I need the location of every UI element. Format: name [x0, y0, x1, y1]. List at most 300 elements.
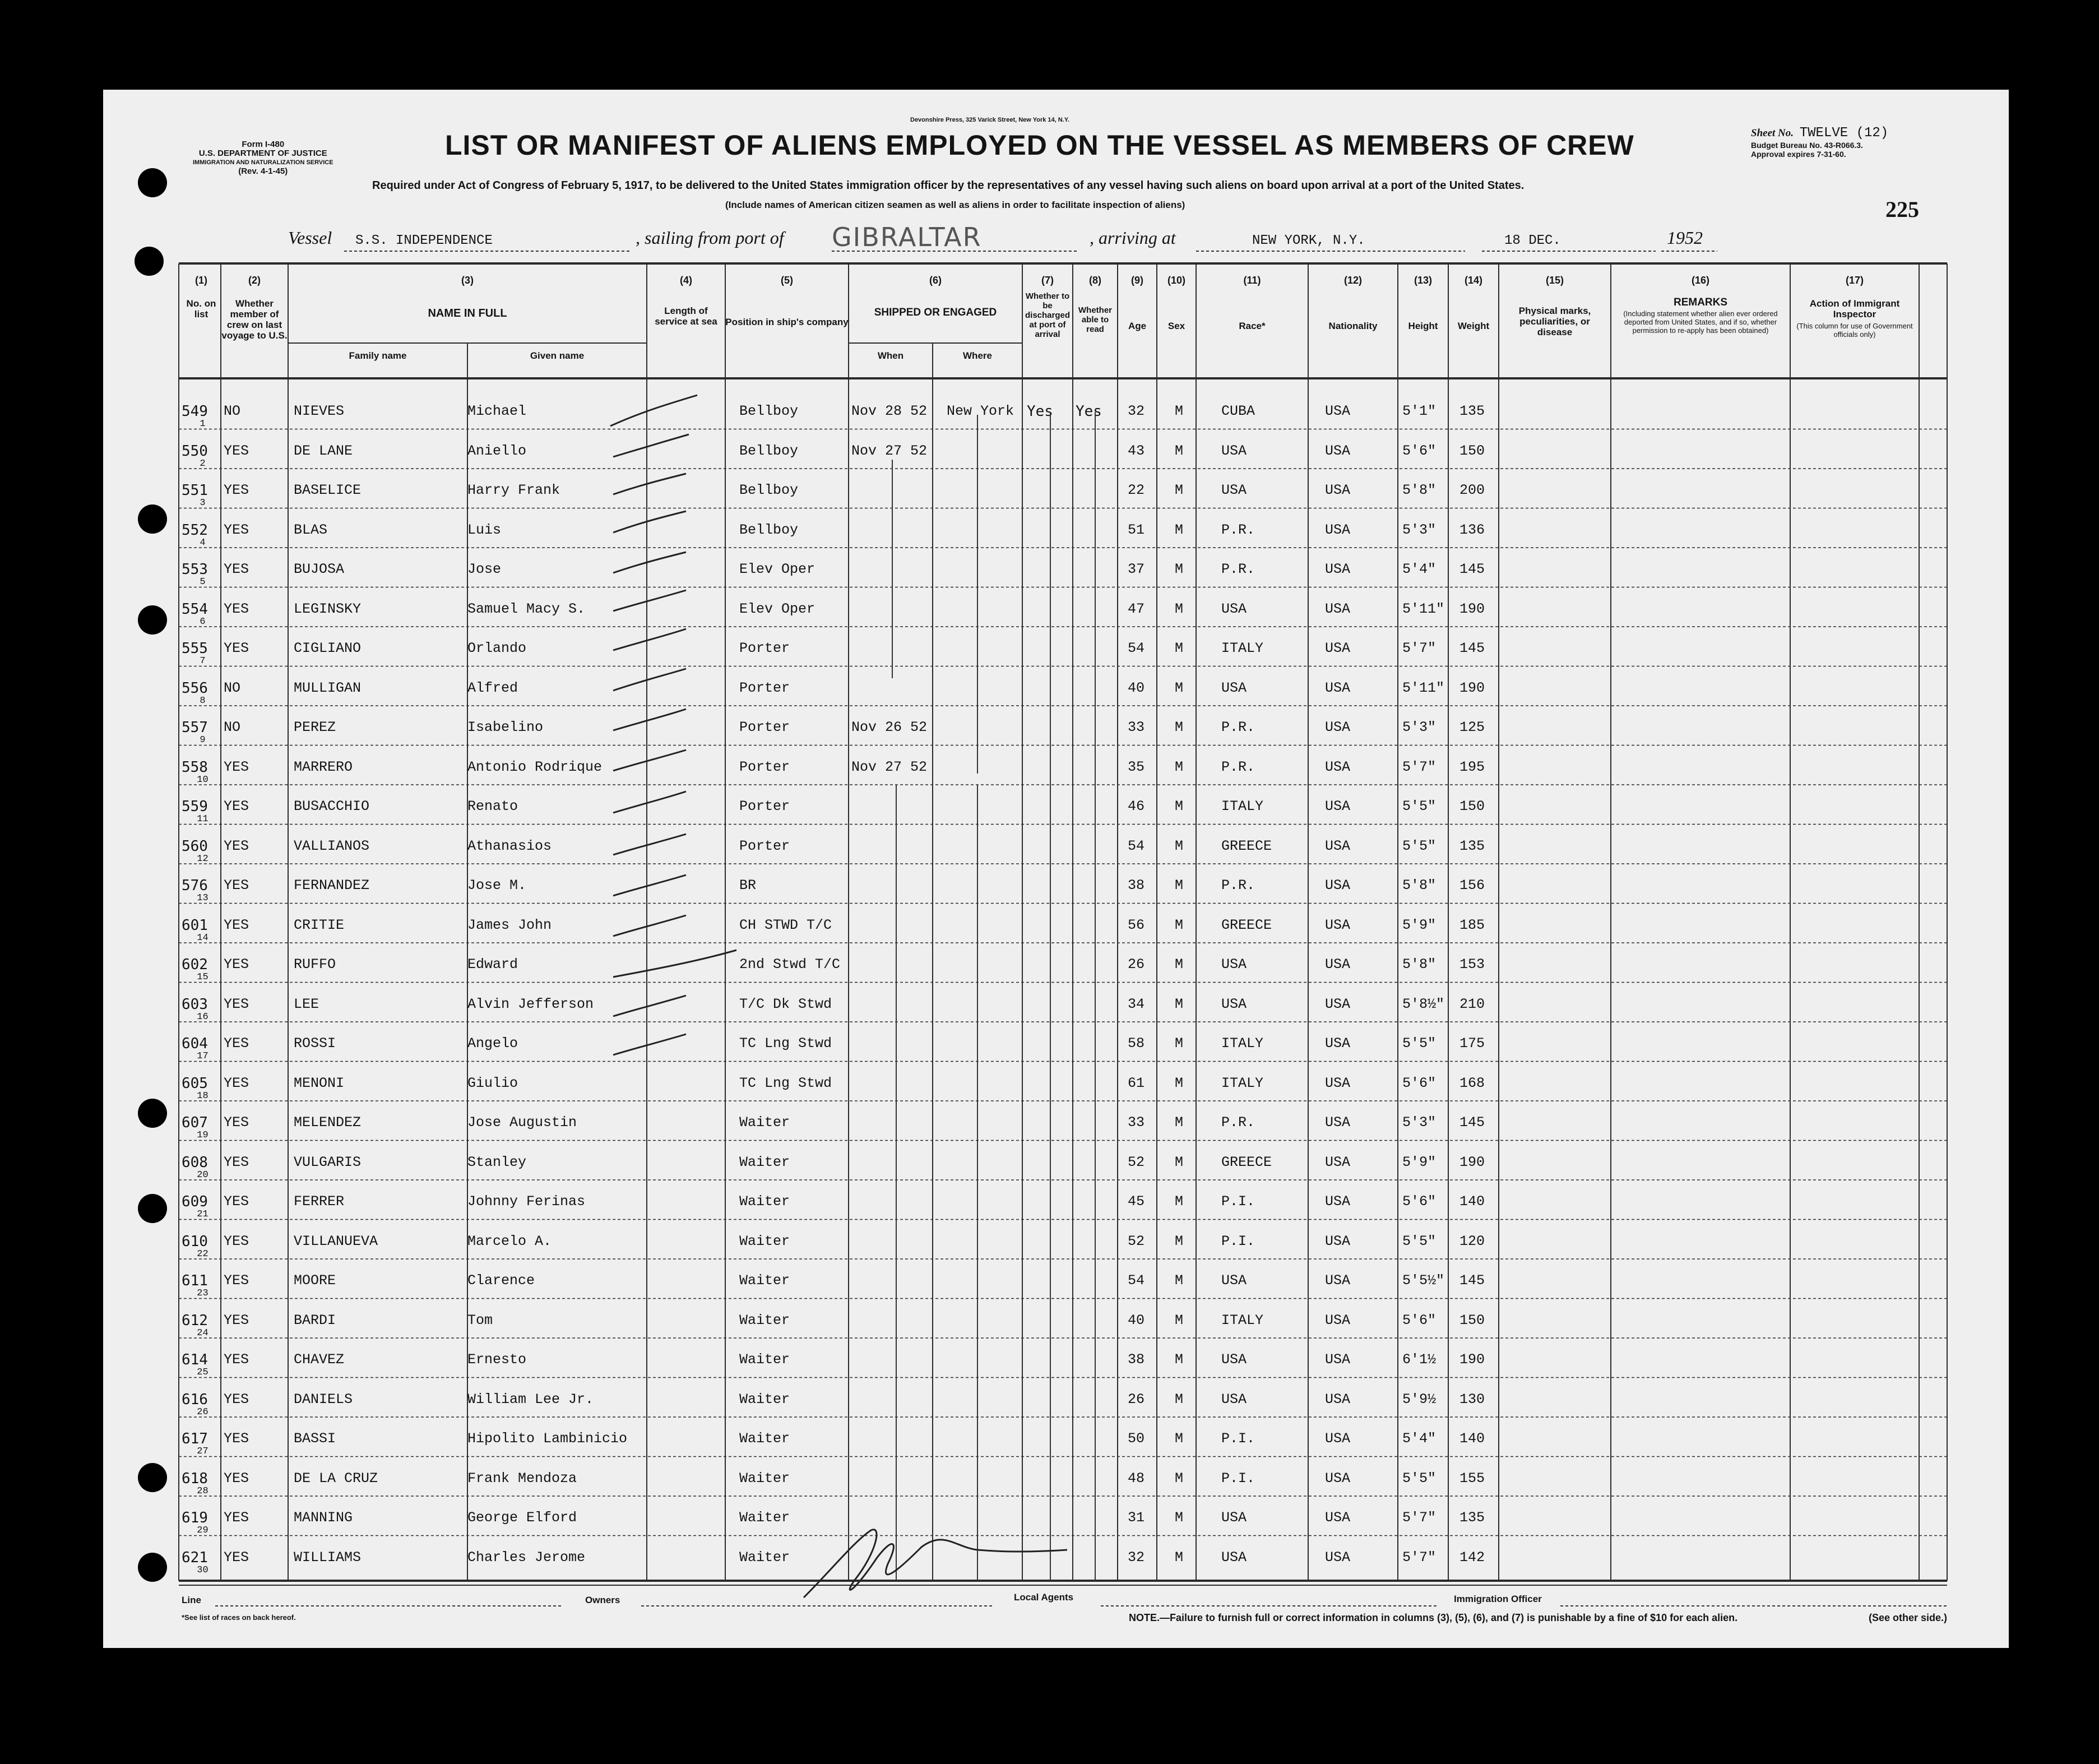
col-inspector-action: Action of Immigrant Inspector	[1809, 298, 1900, 320]
binder-hole	[138, 1463, 167, 1492]
cell-age: 54	[1128, 837, 1145, 854]
cell-sex: M	[1175, 916, 1184, 933]
footer-agents-label: Local Agents	[1014, 1592, 1074, 1603]
col-family-name: Family name	[349, 350, 407, 361]
cell-sex: M	[1175, 956, 1184, 973]
col-weight: Weight	[1457, 321, 1490, 331]
cell-age: 43	[1128, 442, 1145, 459]
cell-sex: M	[1175, 996, 1184, 1012]
cell-given-name: Tom	[467, 1312, 493, 1328]
cell-race: ITALY	[1221, 1075, 1264, 1091]
cell-race: USA	[1221, 996, 1247, 1012]
cell-age: 35	[1128, 758, 1145, 775]
col-physical-marks: Physical marks, peculiarities, or disease	[1518, 305, 1591, 337]
cell-height: 5'9½	[1402, 1391, 1437, 1408]
cell-weight: 168	[1459, 1075, 1485, 1091]
cell-age: 47	[1128, 600, 1145, 617]
cell-prev-voyage: YES	[224, 1312, 249, 1328]
footer-races-note: *See list of races on back hereof.	[182, 1613, 296, 1622]
cell-age: 32	[1128, 403, 1145, 419]
cell-sex: M	[1175, 640, 1184, 656]
cell-position: CH STWD T/C	[739, 916, 832, 933]
col-num-13: (13)	[1414, 275, 1432, 286]
cell-position: Porter	[739, 640, 790, 656]
cell-nationality: USA	[1325, 916, 1351, 933]
cell-line-number: 23	[197, 1288, 208, 1299]
form-subtitle: Required under Act of Congress of February 5, 1917, to be delivered to the United States immigration officer by the representatives of any vessel having such aliens on board upon arrival at a port of the United States.	[372, 179, 1525, 192]
cell-weight: 145	[1459, 561, 1485, 577]
cell-family-name: MANNING	[294, 1510, 353, 1526]
cell-height: 5'8½"	[1402, 996, 1445, 1012]
cell-line-number: 15	[197, 972, 208, 983]
cell-given-name: Hipolito Lambinicio	[467, 1430, 628, 1447]
cell-nationality: USA	[1325, 521, 1351, 538]
cell-nationality: USA	[1325, 1272, 1351, 1289]
cell-prev-voyage: YES	[224, 1430, 249, 1447]
cell-prev-voyage: YES	[224, 1351, 249, 1368]
cell-sex: M	[1175, 1470, 1184, 1487]
col-remarks: REMARKS	[1673, 297, 1728, 308]
cell-nationality: USA	[1325, 679, 1351, 696]
cell-num-on-list: 556	[182, 679, 208, 697]
cell-sex: M	[1175, 1233, 1184, 1249]
cell-age: 40	[1128, 679, 1145, 696]
cell-family-name: DE LANE	[294, 442, 353, 459]
col-age: Age	[1128, 321, 1147, 331]
cell-line-number: 27	[197, 1446, 208, 1457]
cell-num-on-list: 552	[182, 521, 208, 539]
cell-prev-voyage: YES	[224, 1035, 249, 1052]
arrival-date: 18 DEC.	[1504, 233, 1561, 248]
cell-height: 5'5"	[1402, 1035, 1437, 1052]
cell-sex: M	[1175, 600, 1184, 617]
cell-age: 51	[1128, 521, 1145, 538]
col-name-in-full: NAME IN FULL	[428, 307, 507, 320]
cell-race: ITALY	[1221, 1035, 1264, 1052]
binder-hole	[138, 1099, 167, 1128]
cell-age: 52	[1128, 1154, 1145, 1170]
cell-sex: M	[1175, 1075, 1184, 1091]
cell-weight: 135	[1459, 837, 1485, 854]
cell-family-name: NIEVES	[294, 403, 345, 419]
cell-sex: M	[1175, 521, 1184, 538]
cell-family-name: MOORE	[294, 1272, 336, 1289]
cell-position: Elev Oper	[739, 561, 815, 577]
footer-officer-label: Immigration Officer	[1454, 1594, 1542, 1604]
cell-race: USA	[1221, 1510, 1247, 1526]
cell-given-name: Samuel Macy S.	[467, 600, 586, 617]
manifest-page	[103, 90, 2009, 1648]
cell-position: Waiter	[739, 1233, 790, 1249]
cell-line-number: 22	[197, 1248, 208, 1260]
cell-position: Bellboy	[739, 482, 799, 498]
col-remarks-note: (Including statement whether alien ever ordered deported from United States, and if so, whether permission to re-apply has been obtained)	[1623, 309, 1778, 335]
cell-age: 46	[1128, 798, 1145, 814]
cell-num-on-list: 610	[182, 1233, 208, 1250]
cell-num-on-list: 576	[182, 877, 208, 894]
cell-line-number: 1	[200, 419, 206, 429]
cell-height: 5'6"	[1402, 1075, 1437, 1091]
cell-line-number: 9	[200, 735, 206, 746]
cell-nationality: USA	[1325, 1154, 1351, 1170]
ditto-lines	[892, 412, 1095, 1581]
cell-height: 5'5"	[1402, 837, 1437, 854]
cell-line-number: 19	[197, 1130, 208, 1141]
col-no-on-list: No. on list	[186, 298, 216, 320]
cell-num-on-list: 608	[182, 1154, 208, 1171]
cell-height: 5'4"	[1402, 1430, 1437, 1447]
cell-num-on-list: 619	[182, 1510, 208, 1526]
cell-race: USA	[1221, 600, 1247, 617]
cell-num-on-list: 603	[182, 996, 208, 1013]
cell-given-name: Harry Frank	[467, 482, 560, 498]
binder-hole	[138, 1553, 167, 1582]
cell-age: 31	[1128, 1510, 1145, 1526]
cell-age: 45	[1128, 1193, 1145, 1210]
cell-weight: 190	[1459, 679, 1485, 696]
cell-nationality: USA	[1325, 719, 1351, 735]
cell-race: GREECE	[1221, 837, 1272, 854]
cell-sex: M	[1175, 1193, 1184, 1210]
cell-line-number: 21	[197, 1209, 208, 1220]
cell-given-name: Alfred	[467, 679, 518, 696]
cell-line-number: 25	[197, 1367, 208, 1378]
cell-family-name: PEREZ	[294, 719, 336, 735]
cell-race: P.R.	[1221, 877, 1255, 893]
cell-position: Waiter	[739, 1312, 790, 1328]
cell-race: P.R.	[1221, 758, 1255, 775]
cell-num-on-list: 609	[182, 1193, 208, 1210]
cell-nationality: USA	[1325, 482, 1351, 498]
col-when: When	[877, 350, 904, 361]
budget-bureau: Budget Bureau No. 43-R066.3.	[1751, 141, 1863, 150]
revision: (Rev. 4-1-45)	[238, 166, 288, 176]
col-shipped-engaged: SHIPPED OR ENGAGED	[874, 307, 997, 318]
col-num-2: (2)	[248, 275, 261, 286]
cell-position: Waiter	[739, 1272, 790, 1289]
cell-height: 5'8"	[1402, 956, 1437, 973]
cell-age: 37	[1128, 561, 1145, 577]
cell-family-name: VALLIANOS	[294, 837, 370, 854]
col-where: Where	[963, 350, 992, 361]
cell-race: P.I.	[1221, 1470, 1255, 1487]
service: IMMIGRATION AND NATURALIZATION SERVICE	[193, 159, 333, 166]
cell-nationality: USA	[1325, 996, 1351, 1012]
cell-age: 50	[1128, 1430, 1145, 1447]
printer-line: Devonshire Press, 325 Varick Street, New York 14, N.Y.	[910, 117, 1069, 123]
cell-weight: 156	[1459, 877, 1485, 893]
cell-given-name: Luis	[467, 521, 502, 538]
cell-weight: 185	[1459, 916, 1485, 933]
cell-line-number: 24	[197, 1327, 208, 1339]
cell-prev-voyage: YES	[224, 1272, 249, 1289]
cell-position: Waiter	[739, 1154, 790, 1170]
cell-num-on-list: 607	[182, 1114, 208, 1131]
binder-hole	[138, 168, 167, 197]
col-inspector-note: (This column for use of Government officials only)	[1796, 322, 1913, 339]
cell-sex: M	[1175, 877, 1184, 893]
cell-able-to-read: Yes	[1076, 403, 1102, 420]
cell-position: Porter	[739, 837, 790, 854]
cell-prev-voyage: YES	[224, 1193, 249, 1210]
cell-weight: 150	[1459, 798, 1485, 814]
cell-age: 33	[1128, 719, 1145, 735]
cell-age: 33	[1128, 1114, 1145, 1131]
cell-prev-voyage: YES	[224, 442, 249, 459]
cell-family-name: CIGLIANO	[294, 640, 362, 656]
cell-age: 61	[1128, 1075, 1145, 1091]
cell-sex: M	[1175, 403, 1184, 419]
cell-nationality: USA	[1325, 1351, 1351, 1368]
cell-line-number: 29	[197, 1525, 208, 1536]
cell-race: GREECE	[1221, 916, 1272, 933]
cell-sex: M	[1175, 758, 1184, 775]
form-title: LIST OR MANIFEST OF ALIENS EMPLOYED ON THE VESSEL AS MEMBERS OF CREW	[445, 129, 1634, 161]
cell-line-number: 20	[197, 1169, 208, 1180]
handwritten-marks	[103, 90, 2009, 1648]
cell-weight: 140	[1459, 1193, 1485, 1210]
cell-sex: M	[1175, 442, 1184, 459]
footer-line-label: Line	[182, 1595, 201, 1605]
cell-num-on-list: 550	[182, 442, 208, 460]
cell-race: P.I.	[1221, 1193, 1255, 1210]
cell-position: BR	[739, 877, 757, 893]
cell-family-name: BLAS	[294, 521, 328, 538]
cell-height: 5'5"	[1402, 1233, 1437, 1249]
col-num-1: (1)	[195, 275, 207, 286]
col-height: Height	[1408, 321, 1438, 331]
cell-nationality: USA	[1325, 1035, 1351, 1052]
cell-age: 54	[1128, 640, 1145, 656]
signature	[804, 1530, 1067, 1598]
cell-sex: M	[1175, 719, 1184, 735]
col-sex: Sex	[1167, 321, 1185, 331]
col-length-service: Length of service at sea	[655, 305, 717, 327]
cell-line-number: 18	[197, 1090, 208, 1101]
cell-position: Waiter	[739, 1351, 790, 1368]
cell-age: 26	[1128, 956, 1145, 973]
cell-prev-voyage: YES	[224, 877, 249, 893]
cell-line-number: 8	[200, 695, 206, 706]
cell-num-on-list: 618	[182, 1470, 208, 1487]
col-num-5: (5)	[781, 275, 793, 286]
cell-shipped-when: Nov 28 52	[851, 403, 928, 419]
arriving-label: , arriving at	[1090, 228, 1176, 248]
col-able-to-read: Whether able to read	[1078, 305, 1112, 334]
cell-nationality: USA	[1325, 758, 1351, 775]
cell-family-name: BUSACCHIO	[294, 798, 370, 814]
cell-given-name: Marcelo A.	[467, 1233, 552, 1249]
cell-height: 5'8"	[1402, 877, 1437, 893]
cell-family-name: VULGARIS	[294, 1154, 362, 1170]
cell-weight: 140	[1459, 1430, 1485, 1447]
cell-num-on-list: 554	[182, 600, 208, 618]
cell-weight: 130	[1459, 1391, 1485, 1408]
col-position: Position in ship's company	[725, 317, 849, 327]
cell-height: 5'7"	[1402, 758, 1437, 775]
cell-sex: M	[1175, 679, 1184, 696]
cell-family-name: CRITIE	[294, 916, 345, 933]
cell-given-name: Johnny Ferinas	[467, 1193, 586, 1210]
col-num-4: (4)	[680, 275, 692, 286]
cell-age: 40	[1128, 1312, 1145, 1328]
cell-race: P.R.	[1221, 1114, 1255, 1131]
cell-family-name: DANIELS	[294, 1391, 353, 1408]
cell-shipped-where: New York	[947, 403, 1014, 419]
cell-race: P.R.	[1221, 521, 1255, 538]
cell-height: 5'3"	[1402, 521, 1437, 538]
cell-position: Waiter	[739, 1510, 790, 1526]
cell-given-name: James John	[467, 916, 552, 933]
cell-line-number: 7	[200, 656, 206, 666]
binder-hole	[135, 247, 164, 276]
cell-given-name: Edward	[467, 956, 518, 973]
cell-line-number: 26	[197, 1406, 208, 1418]
cell-position: T/C Dk Stwd	[739, 996, 832, 1012]
cell-line-number: 14	[197, 932, 208, 943]
col-given-name: Given name	[530, 350, 585, 361]
cell-sex: M	[1175, 798, 1184, 814]
cell-age: 38	[1128, 1351, 1145, 1368]
cell-given-name: Angelo	[467, 1035, 518, 1052]
col-race: Race*	[1239, 321, 1266, 331]
cell-height: 5'7"	[1402, 640, 1437, 656]
cell-race: ITALY	[1221, 1312, 1264, 1328]
cell-position: TC Lng Stwd	[739, 1075, 832, 1091]
cell-family-name: BARDI	[294, 1312, 336, 1328]
cell-num-on-list: 605	[182, 1075, 208, 1092]
col-nationality: Nationality	[1328, 321, 1378, 331]
cell-given-name: Clarence	[467, 1272, 535, 1289]
binder-hole	[138, 1194, 167, 1223]
cell-age: 58	[1128, 1035, 1145, 1052]
cell-position: Porter	[739, 758, 790, 775]
col-num-3: (3)	[461, 275, 474, 286]
binder-hole	[138, 504, 167, 534]
cell-weight: 145	[1459, 1272, 1485, 1289]
cell-given-name: George Elford	[467, 1510, 577, 1526]
cell-sex: M	[1175, 1114, 1184, 1131]
cell-height: 5'11"	[1402, 600, 1445, 617]
cell-height: 5'8"	[1402, 482, 1437, 498]
cell-nationality: USA	[1325, 837, 1351, 854]
cell-given-name: Renato	[467, 798, 518, 814]
cell-given-name: Frank Mendoza	[467, 1470, 577, 1487]
cell-position: Waiter	[739, 1430, 790, 1447]
cell-num-on-list: 604	[182, 1035, 208, 1052]
cell-given-name: Isabelino	[467, 719, 544, 735]
cell-position: TC Lng Stwd	[739, 1035, 832, 1052]
cell-nationality: USA	[1325, 442, 1351, 459]
cell-weight: 190	[1459, 600, 1485, 617]
cell-prev-voyage: YES	[224, 482, 249, 498]
cell-height: 5'4"	[1402, 561, 1437, 577]
cell-weight: 210	[1459, 996, 1485, 1012]
col-prev-voyage: Whether member of crew on last voyage to U.S.	[221, 298, 288, 341]
departure-port: GIBRALTAR	[832, 222, 982, 252]
cell-weight: 190	[1459, 1154, 1485, 1170]
cell-line-number: 16	[197, 1011, 208, 1022]
cell-family-name: WILLIAMS	[294, 1549, 362, 1566]
cell-position: Waiter	[739, 1193, 790, 1210]
cell-weight: 150	[1459, 1312, 1485, 1328]
cell-height: 5'3"	[1402, 1114, 1437, 1131]
col-num-14: (14)	[1464, 275, 1482, 286]
cell-race: P.R.	[1221, 719, 1255, 735]
cell-line-number: 30	[197, 1564, 208, 1576]
cell-given-name: Jose Augustin	[467, 1114, 577, 1131]
cell-nationality: USA	[1325, 1075, 1351, 1091]
cell-line-number: 3	[200, 498, 206, 508]
cell-sex: M	[1175, 1035, 1184, 1052]
cell-age: 56	[1128, 916, 1145, 933]
cell-height: 5'3"	[1402, 719, 1437, 735]
approval-expiry: Approval expires 7-31-60.	[1751, 150, 1846, 159]
cell-given-name: Ernesto	[467, 1351, 527, 1368]
col-num-8: (8)	[1089, 275, 1101, 286]
cell-prev-voyage: YES	[224, 561, 249, 577]
cell-prev-voyage: YES	[224, 1470, 249, 1487]
cell-height: 5'9"	[1402, 1154, 1437, 1170]
cell-prev-voyage: NO	[224, 679, 241, 696]
col-num-12: (12)	[1343, 275, 1362, 286]
cell-weight: 175	[1459, 1035, 1485, 1052]
cell-nationality: USA	[1325, 1233, 1351, 1249]
cell-line-number: 5	[200, 577, 206, 587]
cell-position: Bellboy	[739, 521, 799, 538]
cell-nationality: USA	[1325, 1312, 1351, 1328]
cell-nationality: USA	[1325, 1193, 1351, 1210]
cell-line-number: 12	[197, 853, 208, 864]
cell-height: 5'7"	[1402, 1510, 1437, 1526]
form-subtitle-note: (Include names of American citizen seamen as well as aliens in order to facilitate inspection of aliens)	[725, 200, 1185, 210]
cell-height: 5'6"	[1402, 442, 1437, 459]
cell-num-on-list: 621	[182, 1549, 208, 1566]
cell-line-number: 13	[197, 893, 208, 904]
cell-height: 5'11"	[1402, 679, 1445, 696]
cell-line-number: 4	[200, 537, 206, 548]
cell-race: USA	[1221, 442, 1247, 459]
department: U.S. DEPARTMENT OF JUSTICE	[198, 149, 327, 158]
cell-position: Porter	[739, 798, 790, 814]
cell-line-number: 11	[197, 814, 208, 825]
cell-family-name: RUFFO	[294, 956, 336, 973]
cell-prev-voyage: YES	[224, 640, 249, 656]
cell-weight: 120	[1459, 1233, 1485, 1249]
cell-family-name: BUJOSA	[294, 561, 345, 577]
cell-race: USA	[1221, 956, 1247, 973]
service-ticks	[610, 395, 736, 1055]
col-num-15: (15)	[1545, 275, 1564, 286]
cell-num-on-list: 555	[182, 640, 208, 657]
cell-race: USA	[1221, 1549, 1247, 1566]
cell-family-name: BASSI	[294, 1430, 336, 1447]
vessel-name: S.S. INDEPENDENCE	[355, 233, 493, 248]
cell-num-on-list: 557	[182, 719, 208, 736]
col-num-17: (17)	[1845, 275, 1864, 286]
cell-prev-voyage: YES	[224, 1114, 249, 1131]
cell-num-on-list: 616	[182, 1391, 208, 1408]
cell-discharged: Yes	[1027, 403, 1053, 420]
cell-position: Waiter	[739, 1114, 790, 1131]
cell-nationality: USA	[1325, 640, 1351, 656]
cell-prev-voyage: YES	[224, 1549, 249, 1566]
cell-weight: 145	[1459, 1114, 1485, 1131]
cell-prev-voyage: YES	[224, 1510, 249, 1526]
cell-position: Porter	[739, 719, 790, 735]
vessel-label: Vessel	[288, 228, 332, 248]
cell-prev-voyage: YES	[224, 1391, 249, 1408]
